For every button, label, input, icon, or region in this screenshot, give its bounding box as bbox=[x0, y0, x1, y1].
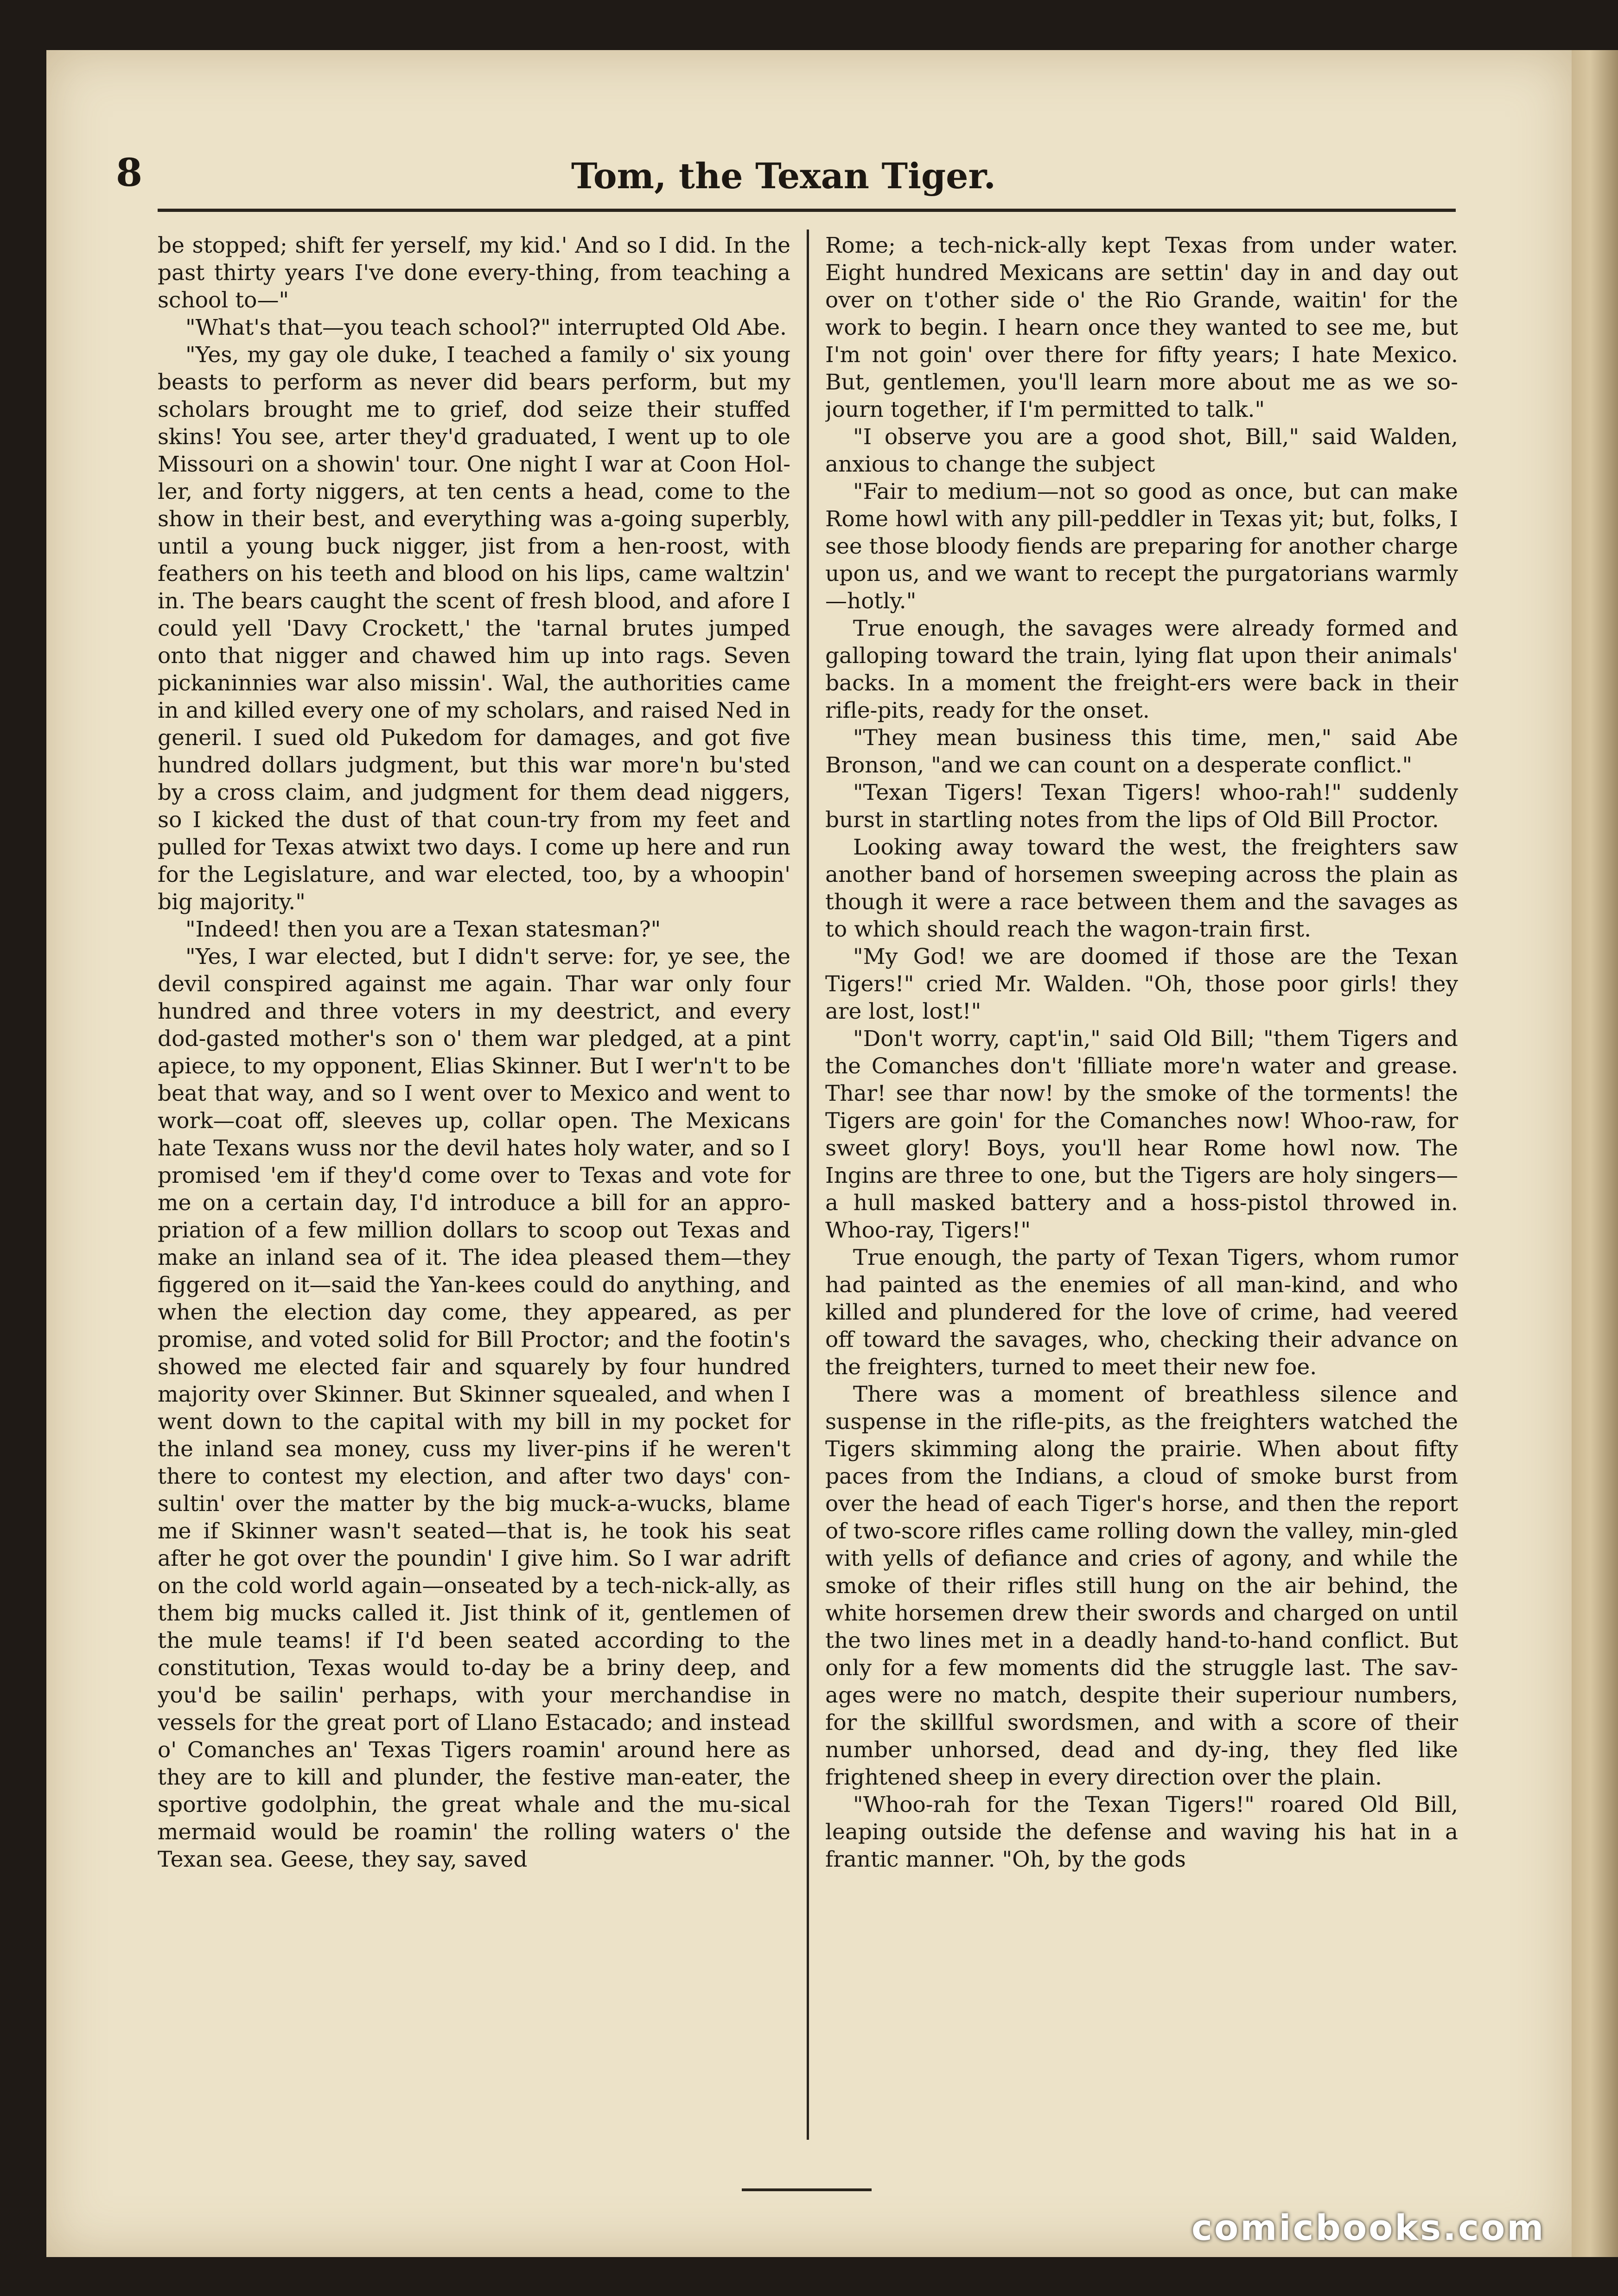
paragraph: "Don't worry, capt'in," said Old Bill; "them Tigers and the Comanches don't 'filliate more'n water and grease. Thar! see thar now! by the smoke of the torments! the Tigers are goin' for the Comanches now! Whoo-raw, for sweet glory! Boys, you'll hear Rome howl now. The Ingins are three to one, but the Tigers are holy singers—a hull masked battery and a hoss-pistol throwed in. Whoo-ray, Tigers!" bbox=[825, 1026, 1458, 1243]
paragraph: "Whoo-rah for the Texan Tigers!" roared Old Bill, leaping outside the defense and waving his hat in a frantic manner. "Oh, by the gods bbox=[825, 1792, 1458, 1872]
paragraph: "Fair to medium—not so good as once, but can make Rome howl with any pill-peddler in Texas yit; but, folks, I see those bloody fiends are preparing for another charge upon us, and we want to recept the purgatorians warmly—hotly." bbox=[825, 479, 1458, 614]
paragraph: "Yes, my gay ole duke, I teached a family o' six young beasts to perform as never did bears perform, but my scholars brought me to grief, dod seize their stuffed skins! You see, arter they'd graduated, I went up to ole Missouri on a showin' tour. One night I war at Coon Hol-ler, and forty niggers, at ten cents a head, come to the show in their best, and everything was a-going superbly, until a young buck nigger, jist from a hen-roost, with feathers on his teeth and blood on his lips, came waltzin' in. The bears caught the scent of fresh blood, and afore I could yell 'Davy Crockett,' the 'tarnal brutes jumped onto that nigger and chawed him up into rags. Seven pickaninnies war also missin'. Wal, the authorities came in and killed every one of my scholars, and raised Ned in generil. I sued old Pukedom for damages, and got five hundred dollars judgment, but this war more'n bu'sted by a cross claim, and judgment for them dead niggers, so I kicked the dust of that coun-try from my feet and pulled for Texas atwixt two days. I come up here and run for the Legislature, and war elected, too, by a whoopin' big majority." bbox=[158, 342, 790, 915]
paragraph: be stopped; shift fer yerself, my kid.' And so I did. In the past thirty years I've done every-thing, from teaching a school to—" bbox=[158, 233, 790, 313]
paragraph: Rome; a tech-nick-ally kept Texas from under water. Eight hundred Mexicans are settin' day in and day out over on t'other side o' the Rio Grande, waitin' for the work to begin. I hearn once they wanted to see me, but I'm not goin' over there for fifty years; I hate Mexico. But, gentlemen, you'll learn more about me as we so-journ together, if I'm permitted to talk." bbox=[825, 233, 1458, 422]
paragraph: "I observe you are a good shot, Bill," said Walden, anxious to change the subject bbox=[825, 424, 1458, 477]
paragraph: "Texan Tigers! Texan Tigers! whoo-rah!" suddenly burst in startling notes from the lips of Old Bill Proctor. bbox=[825, 780, 1458, 833]
page-header bbox=[116, 151, 1451, 202]
watermark: comicbooks.com bbox=[1191, 2207, 1546, 2248]
column-divider bbox=[807, 230, 809, 2140]
right-column bbox=[825, 232, 1458, 2151]
paragraph: "Indeed! then you are a Texan statesman?" bbox=[185, 917, 661, 942]
paragraph: There was a moment of breathless silence and suspense in the rifle-pits, as the freighters watched the Tigers skimming along the prairie. When about fifty paces from the Indians, a cloud of smoke burst from over the head of each Tiger's horse, and then the report of two-score rifles came rolling down the valley, min-gled with yells of defiance and cries of agony, and while the smoke of their rifles still hung on the air behind, the white horsemen drew their swords and charged on until the two lines met in a deadly hand-to-hand conflict. But only for a few moments did the struggle last. The sav-ages were no match, despite their superiour numbers, for the skillful swordsmen, and with a score of their number unhorsed, dead and dy-ing, they fled like frightened sheep in every direction over the plain. bbox=[825, 1382, 1458, 1790]
running-title: Tom, the Texan Tiger. bbox=[571, 155, 996, 197]
paragraph: Looking away toward the west, the freighters saw another band of horsemen sweeping across the plain as though it were a race between them and the savages as to which should reach the wagon-train first. bbox=[825, 835, 1458, 942]
paragraph: "Yes, I war elected, but I didn't serve: for, ye see, the devil conspired against me again. Thar war only four hundred and three voters in my deestrict, and every dod-gasted mother's son o' them war pledged, at a pint apiece, to my opponent, Elias Skinner. But I wer'n't to be beat that way, and so I went over to Mexico and went to work—coat off, sleeves up, collar open. The Mexicans hate Texans wuss nor the devil hates holy water, and so I promised 'em if they'd come over to Texas and vote for me on a certain day, I'd introduce a bill for an appro-priation of a few million dollars to scoop out Texas and make an inland sea of it. The idea pleased them—they figgered on it—said the Yan-kees could do anything, and when the election day come, they appeared, as per promise, and voted solid for Bill Proctor; and the footin's showed me elected fair and squarely by four hundred majority over Skinner. But Skinner squealed, and when I went down to the capital with my bill in my pocket for the inland sea money, cuss my liver-pins if he weren't there to contest my election, and after two days' con-sultin' over the matter by the big muck-a-wucks, blame me if Skinner wasn't seated—that is, he took his seat after he got over the poundin' I give him. So I war adrift on the cold world again—onseated by a tech-nick-ally, as them big mucks called it. Jist think of it, gentlemen of the mule teams! if I'd been seated according to the constitution, Texas would to-day be a briny deep, and you'd be sailin' perhaps, with your merchandise in vessels for the great port of Llano Estacado; and instead o' Comanches an' Texas Tigers roamin' around here as they are to kill and plunder, the festive man-eater, the sportive godolphin, the great whale and the mu-sical mermaid would be roamin' the rolling waters o' the Texan sea. Geese, they say, saved bbox=[158, 944, 790, 1872]
header-rule bbox=[158, 209, 1456, 212]
left-column bbox=[158, 232, 790, 2151]
page-number: 8 bbox=[116, 151, 143, 195]
paragraph: "My God! we are doomed if those are the Texan Tigers!" cried Mr. Walden. "Oh, those poor girls! they are lost, lost!" bbox=[825, 944, 1458, 1024]
paragraph: "What's that—you teach school?" interrupted Old Abe. bbox=[185, 315, 787, 340]
paragraph: "They mean business this time, men," said Abe Bronson, "and we can count on a desperate conflict." bbox=[825, 725, 1458, 778]
paragraph: True enough, the party of Texan Tigers, whom rumor had painted as the enemies of all man-kind, and who killed and plundered for the love of crime, had veered off toward the savages, who, checking their advance on the freighters, turned to meet their new foe. bbox=[825, 1245, 1458, 1380]
bottom-ornament bbox=[742, 2188, 872, 2191]
page-edge bbox=[1572, 50, 1618, 2257]
paragraph: True enough, the savages were already formed and galloping toward the train, lying flat upon their animals' backs. In a moment the freight-ers were back in their rifle-pits, ready for the onset. bbox=[825, 616, 1458, 723]
